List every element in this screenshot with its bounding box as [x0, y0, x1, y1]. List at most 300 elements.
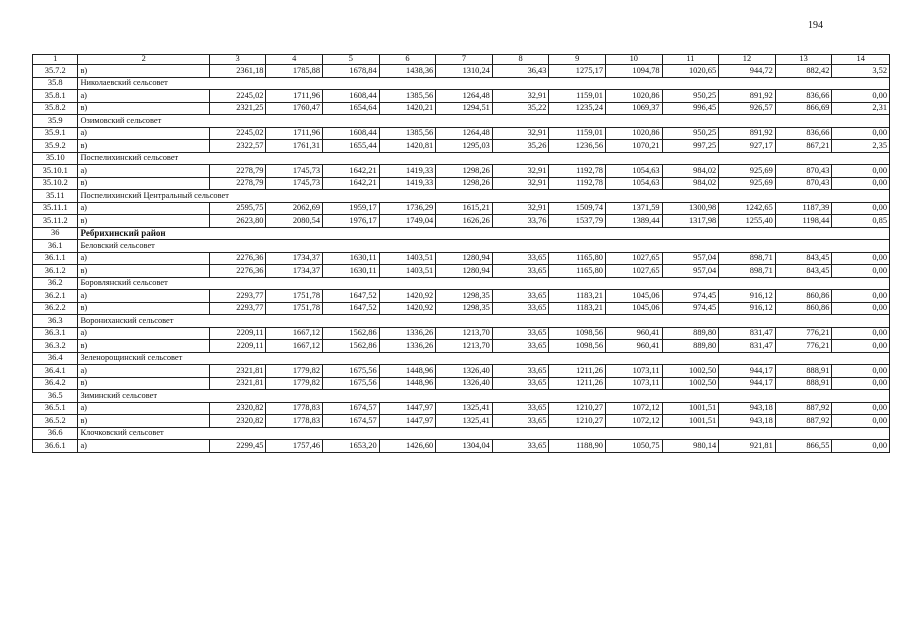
- section-row: [33, 315, 890, 328]
- value-cell: 1420,21: [379, 102, 436, 115]
- row-code: 36.2.1: [33, 290, 78, 303]
- row-label: в): [78, 140, 209, 153]
- row-code: 35.9: [33, 115, 78, 128]
- row-label: а): [78, 127, 209, 140]
- value-cell: 1300,98: [662, 202, 719, 215]
- value-cell: 1165,80: [549, 265, 606, 278]
- value-cell: 1509,74: [549, 202, 606, 215]
- value-cell: 1069,37: [606, 102, 663, 115]
- value-cell: 1757,46: [266, 440, 323, 453]
- value-cell: 984,02: [662, 177, 719, 190]
- value-cell: 1336,26: [379, 340, 436, 353]
- table-row: [33, 402, 890, 415]
- value-cell: 2361,18: [209, 65, 266, 78]
- row-code: 36.5: [33, 390, 78, 403]
- value-cell: 1001,51: [662, 402, 719, 415]
- value-cell: 33,65: [492, 415, 549, 428]
- value-cell: 1371,59: [606, 202, 663, 215]
- value-cell: 33,65: [492, 340, 549, 353]
- table-row: [33, 90, 890, 103]
- value-cell: 2278,79: [209, 177, 266, 190]
- value-cell: 0,85: [832, 215, 890, 228]
- value-cell: 870,43: [775, 165, 832, 178]
- value-cell: 1255,40: [719, 215, 776, 228]
- value-cell: 1389,44: [606, 215, 663, 228]
- value-cell: 1779,82: [266, 377, 323, 390]
- value-cell: 2,35: [832, 140, 890, 153]
- section-row: [33, 115, 890, 128]
- row-code: 36.4.1: [33, 365, 78, 378]
- value-cell: 882,42: [775, 65, 832, 78]
- value-cell: 2299,45: [209, 440, 266, 453]
- value-cell: 1420,92: [379, 290, 436, 303]
- value-cell: 1002,50: [662, 365, 719, 378]
- value-cell: 1213,70: [436, 327, 493, 340]
- row-code: 35.11.2: [33, 215, 78, 228]
- value-cell: 944,17: [719, 365, 776, 378]
- value-cell: 33,65: [492, 302, 549, 315]
- value-cell: 1653,20: [323, 440, 380, 453]
- value-cell: 33,65: [492, 402, 549, 415]
- value-cell: 776,21: [775, 340, 832, 353]
- value-cell: 1447,97: [379, 415, 436, 428]
- row-code: 36.6: [33, 427, 78, 440]
- row-label: в): [78, 415, 209, 428]
- value-cell: 1608,44: [323, 127, 380, 140]
- value-cell: 888,91: [775, 377, 832, 390]
- value-cell: 974,45: [662, 290, 719, 303]
- tariff-table: [32, 54, 890, 453]
- table-body: [33, 55, 890, 453]
- value-cell: 1326,40: [436, 377, 493, 390]
- table-row: [33, 252, 890, 265]
- value-cell: 1159,01: [549, 90, 606, 103]
- value-cell: 1050,75: [606, 440, 663, 453]
- value-cell: 950,25: [662, 127, 719, 140]
- value-cell: 943,18: [719, 402, 776, 415]
- row-label: а): [78, 252, 209, 265]
- row-code: 35.9.1: [33, 127, 78, 140]
- value-cell: 1336,26: [379, 327, 436, 340]
- value-cell: 2080,54: [266, 215, 323, 228]
- value-cell: 2320,82: [209, 402, 266, 415]
- table-row: [33, 140, 890, 153]
- row-code: 36.3: [33, 315, 78, 328]
- value-cell: 0,00: [832, 177, 890, 190]
- value-cell: 1630,11: [323, 252, 380, 265]
- value-cell: 1642,21: [323, 165, 380, 178]
- value-cell: 1562,86: [323, 340, 380, 353]
- value-cell: 836,66: [775, 127, 832, 140]
- value-cell: 0,00: [832, 377, 890, 390]
- value-cell: 33,65: [492, 252, 549, 265]
- row-code: 36.6.1: [33, 440, 78, 453]
- header-cell: 11: [662, 55, 719, 65]
- value-cell: 1094,78: [606, 65, 663, 78]
- table-row: [33, 327, 890, 340]
- row-label: в): [78, 340, 209, 353]
- value-cell: 1760,47: [266, 102, 323, 115]
- value-cell: 1959,17: [323, 202, 380, 215]
- row-code: 35.11: [33, 190, 78, 203]
- value-cell: 1655,44: [323, 140, 380, 153]
- value-cell: 1317,98: [662, 215, 719, 228]
- header-cell: 6: [379, 55, 436, 65]
- section-title: Озимовский сельсовет: [78, 115, 890, 128]
- value-cell: 1298,26: [436, 177, 493, 190]
- value-cell: 1325,41: [436, 415, 493, 428]
- value-cell: 843,45: [775, 252, 832, 265]
- value-cell: 1711,96: [266, 127, 323, 140]
- value-cell: 1749,04: [379, 215, 436, 228]
- value-cell: 1001,51: [662, 415, 719, 428]
- value-cell: 898,71: [719, 265, 776, 278]
- section-row: [33, 190, 890, 203]
- value-cell: 2276,36: [209, 265, 266, 278]
- row-code: 35.8.2: [33, 102, 78, 115]
- value-cell: 1242,65: [719, 202, 776, 215]
- row-label: в): [78, 265, 209, 278]
- value-cell: 889,80: [662, 340, 719, 353]
- row-code: 36: [33, 227, 78, 240]
- value-cell: 1264,48: [436, 90, 493, 103]
- table-row: [33, 265, 890, 278]
- header-cell: 4: [266, 55, 323, 65]
- header-cell: 12: [719, 55, 776, 65]
- value-cell: 32,91: [492, 177, 549, 190]
- value-cell: 898,71: [719, 252, 776, 265]
- row-label: в): [78, 377, 209, 390]
- row-code: 36.1.1: [33, 252, 78, 265]
- section-row: [33, 390, 890, 403]
- value-cell: 1213,70: [436, 340, 493, 353]
- section-row: [33, 277, 890, 290]
- value-cell: 1211,26: [549, 365, 606, 378]
- row-code: 35.9.2: [33, 140, 78, 153]
- value-cell: 2321,25: [209, 102, 266, 115]
- value-cell: 960,41: [606, 327, 663, 340]
- value-cell: 2245,02: [209, 90, 266, 103]
- value-cell: 1326,40: [436, 365, 493, 378]
- table-row: [33, 302, 890, 315]
- value-cell: 1192,78: [549, 177, 606, 190]
- value-cell: 891,92: [719, 90, 776, 103]
- value-cell: 36,43: [492, 65, 549, 78]
- value-cell: 1448,96: [379, 377, 436, 390]
- value-cell: 2209,11: [209, 340, 266, 353]
- value-cell: 1667,12: [266, 327, 323, 340]
- section-title: Клочковский сельсовет: [78, 427, 890, 440]
- value-cell: 1020,65: [662, 65, 719, 78]
- value-cell: 831,47: [719, 327, 776, 340]
- header-cell: 7: [436, 55, 493, 65]
- value-cell: 1183,21: [549, 290, 606, 303]
- value-cell: 1070,21: [606, 140, 663, 153]
- value-cell: 1608,44: [323, 90, 380, 103]
- table-row: [33, 215, 890, 228]
- value-cell: 1448,96: [379, 365, 436, 378]
- value-cell: 1187,39: [775, 202, 832, 215]
- value-cell: 2,31: [832, 102, 890, 115]
- value-cell: 1654,64: [323, 102, 380, 115]
- row-code: 36.5.2: [33, 415, 78, 428]
- value-cell: 2293,77: [209, 302, 266, 315]
- value-cell: 2278,79: [209, 165, 266, 178]
- value-cell: 1675,56: [323, 377, 380, 390]
- section-title: Зеленорощинский сельсовет: [78, 352, 890, 365]
- value-cell: 1615,21: [436, 202, 493, 215]
- value-cell: 0,00: [832, 440, 890, 453]
- value-cell: 1778,83: [266, 402, 323, 415]
- value-cell: 2245,02: [209, 127, 266, 140]
- value-cell: 944,72: [719, 65, 776, 78]
- value-cell: 2623,80: [209, 215, 266, 228]
- table-row: [33, 202, 890, 215]
- value-cell: 889,80: [662, 327, 719, 340]
- row-code: 36.5.1: [33, 402, 78, 415]
- value-cell: 916,12: [719, 290, 776, 303]
- value-cell: 1403,51: [379, 265, 436, 278]
- section-row: [33, 152, 890, 165]
- value-cell: 1426,60: [379, 440, 436, 453]
- value-cell: 33,65: [492, 265, 549, 278]
- value-cell: 1235,24: [549, 102, 606, 115]
- value-cell: 867,21: [775, 140, 832, 153]
- value-cell: 887,92: [775, 402, 832, 415]
- value-cell: 1325,41: [436, 402, 493, 415]
- row-code: 36.2.2: [33, 302, 78, 315]
- header-cell: 1: [33, 55, 78, 65]
- value-cell: 32,91: [492, 90, 549, 103]
- value-cell: 860,86: [775, 290, 832, 303]
- value-cell: 1098,56: [549, 327, 606, 340]
- value-cell: 33,65: [492, 290, 549, 303]
- value-cell: 1045,06: [606, 290, 663, 303]
- value-cell: 1385,56: [379, 90, 436, 103]
- value-cell: 1275,17: [549, 65, 606, 78]
- value-cell: 1678,84: [323, 65, 380, 78]
- value-cell: 916,12: [719, 302, 776, 315]
- table-row: [33, 65, 890, 78]
- value-cell: 0,00: [832, 415, 890, 428]
- value-cell: 870,43: [775, 177, 832, 190]
- section-title: Беловский сельсовет: [78, 240, 890, 253]
- value-cell: 776,21: [775, 327, 832, 340]
- value-cell: 1630,11: [323, 265, 380, 278]
- row-label: в): [78, 65, 209, 78]
- value-cell: 1385,56: [379, 127, 436, 140]
- value-cell: 1642,21: [323, 177, 380, 190]
- row-code: 35.8.1: [33, 90, 78, 103]
- row-label: в): [78, 215, 209, 228]
- value-cell: 1098,56: [549, 340, 606, 353]
- value-cell: 2321,81: [209, 365, 266, 378]
- value-cell: 1419,33: [379, 177, 436, 190]
- value-cell: 943,18: [719, 415, 776, 428]
- value-cell: 1761,31: [266, 140, 323, 153]
- value-cell: 32,91: [492, 202, 549, 215]
- table-row: [33, 290, 890, 303]
- value-cell: 960,41: [606, 340, 663, 353]
- value-cell: 1751,78: [266, 302, 323, 315]
- value-cell: 1072,12: [606, 402, 663, 415]
- value-cell: 1537,79: [549, 215, 606, 228]
- header-cell: 2: [78, 55, 209, 65]
- table-row: [33, 102, 890, 115]
- value-cell: 1778,83: [266, 415, 323, 428]
- row-label: а): [78, 165, 209, 178]
- value-cell: 1438,36: [379, 65, 436, 78]
- value-cell: 3,52: [832, 65, 890, 78]
- value-cell: 0,00: [832, 365, 890, 378]
- value-cell: 1280,94: [436, 265, 493, 278]
- value-cell: 2320,82: [209, 415, 266, 428]
- value-cell: 980,14: [662, 440, 719, 453]
- section-row: [33, 427, 890, 440]
- row-label: в): [78, 102, 209, 115]
- value-cell: 33,65: [492, 365, 549, 378]
- value-cell: 1298,26: [436, 165, 493, 178]
- value-cell: 1027,65: [606, 252, 663, 265]
- value-cell: 2321,81: [209, 377, 266, 390]
- value-cell: 1420,92: [379, 302, 436, 315]
- value-cell: 836,66: [775, 90, 832, 103]
- header-cell: 10: [606, 55, 663, 65]
- value-cell: 831,47: [719, 340, 776, 353]
- table-row: [33, 377, 890, 390]
- value-cell: 1304,04: [436, 440, 493, 453]
- value-cell: 925,69: [719, 177, 776, 190]
- value-cell: 843,45: [775, 265, 832, 278]
- value-cell: 1711,96: [266, 90, 323, 103]
- value-cell: 944,17: [719, 377, 776, 390]
- value-cell: 33,65: [492, 327, 549, 340]
- table-row: [33, 365, 890, 378]
- header-cell: 14: [832, 55, 890, 65]
- value-cell: 1027,65: [606, 265, 663, 278]
- value-cell: 0,00: [832, 340, 890, 353]
- table-row: [33, 127, 890, 140]
- value-cell: 1054,63: [606, 177, 663, 190]
- value-cell: 2209,11: [209, 327, 266, 340]
- value-cell: 0,00: [832, 202, 890, 215]
- section-title: Ворониханский сельсовет: [78, 315, 890, 328]
- value-cell: 33,65: [492, 377, 549, 390]
- value-cell: 1667,12: [266, 340, 323, 353]
- header-cell: 5: [323, 55, 380, 65]
- table-header-row: [33, 55, 890, 65]
- value-cell: 891,92: [719, 127, 776, 140]
- row-code: 36.1: [33, 240, 78, 253]
- value-cell: 1647,52: [323, 302, 380, 315]
- section-title: Николаевский сельсовет: [78, 77, 890, 90]
- district-title: Ребрихинский район: [78, 227, 890, 240]
- value-cell: 974,45: [662, 302, 719, 315]
- value-cell: 1020,86: [606, 127, 663, 140]
- district-row: [33, 227, 890, 240]
- section-title: Зиминский сельсовет: [78, 390, 890, 403]
- value-cell: 1294,51: [436, 102, 493, 115]
- value-cell: 1020,86: [606, 90, 663, 103]
- section-title: Боровлянский сельсовет: [78, 277, 890, 290]
- section-title: Поспелихинский сельсовет: [78, 152, 890, 165]
- value-cell: 0,00: [832, 290, 890, 303]
- section-row: [33, 352, 890, 365]
- value-cell: 1072,12: [606, 415, 663, 428]
- row-label: а): [78, 90, 209, 103]
- value-cell: 1734,37: [266, 252, 323, 265]
- value-cell: 0,00: [832, 252, 890, 265]
- table-row: [33, 415, 890, 428]
- row-code: 35.8: [33, 77, 78, 90]
- value-cell: 35,22: [492, 102, 549, 115]
- value-cell: 1420,81: [379, 140, 436, 153]
- value-cell: 1674,57: [323, 415, 380, 428]
- value-cell: 866,69: [775, 102, 832, 115]
- value-cell: 1165,80: [549, 252, 606, 265]
- table-row: [33, 440, 890, 453]
- value-cell: 1976,17: [323, 215, 380, 228]
- value-cell: 1073,11: [606, 365, 663, 378]
- value-cell: 1159,01: [549, 127, 606, 140]
- row-code: 35.10: [33, 152, 78, 165]
- header-cell: 13: [775, 55, 832, 65]
- row-code: 36.3.1: [33, 327, 78, 340]
- header-cell: 8: [492, 55, 549, 65]
- value-cell: 33,76: [492, 215, 549, 228]
- row-label: а): [78, 202, 209, 215]
- value-cell: 2293,77: [209, 290, 266, 303]
- section-row: [33, 77, 890, 90]
- value-cell: 1210,27: [549, 402, 606, 415]
- value-cell: 1054,63: [606, 165, 663, 178]
- value-cell: 1298,35: [436, 302, 493, 315]
- page-number: 194: [808, 20, 823, 31]
- row-label: а): [78, 402, 209, 415]
- value-cell: 32,91: [492, 127, 549, 140]
- value-cell: 957,04: [662, 265, 719, 278]
- value-cell: 1745,73: [266, 177, 323, 190]
- value-cell: 1002,50: [662, 377, 719, 390]
- row-label: в): [78, 177, 209, 190]
- value-cell: 1626,26: [436, 215, 493, 228]
- value-cell: 1295,03: [436, 140, 493, 153]
- value-cell: 1674,57: [323, 402, 380, 415]
- value-cell: 2276,36: [209, 252, 266, 265]
- section-row: [33, 240, 890, 253]
- header-cell: 3: [209, 55, 266, 65]
- value-cell: 1779,82: [266, 365, 323, 378]
- table-row: [33, 177, 890, 190]
- value-cell: 0,00: [832, 402, 890, 415]
- value-cell: 1403,51: [379, 252, 436, 265]
- value-cell: 926,57: [719, 102, 776, 115]
- table-row: [33, 165, 890, 178]
- value-cell: 1419,33: [379, 165, 436, 178]
- value-cell: 1198,44: [775, 215, 832, 228]
- value-cell: 1188,90: [549, 440, 606, 453]
- row-code: 36.4: [33, 352, 78, 365]
- row-label: а): [78, 327, 209, 340]
- value-cell: 950,25: [662, 90, 719, 103]
- value-cell: 1751,78: [266, 290, 323, 303]
- row-code: 35.11.1: [33, 202, 78, 215]
- value-cell: 921,81: [719, 440, 776, 453]
- value-cell: 1562,86: [323, 327, 380, 340]
- value-cell: 957,04: [662, 252, 719, 265]
- value-cell: 984,02: [662, 165, 719, 178]
- row-code: 35.10.2: [33, 177, 78, 190]
